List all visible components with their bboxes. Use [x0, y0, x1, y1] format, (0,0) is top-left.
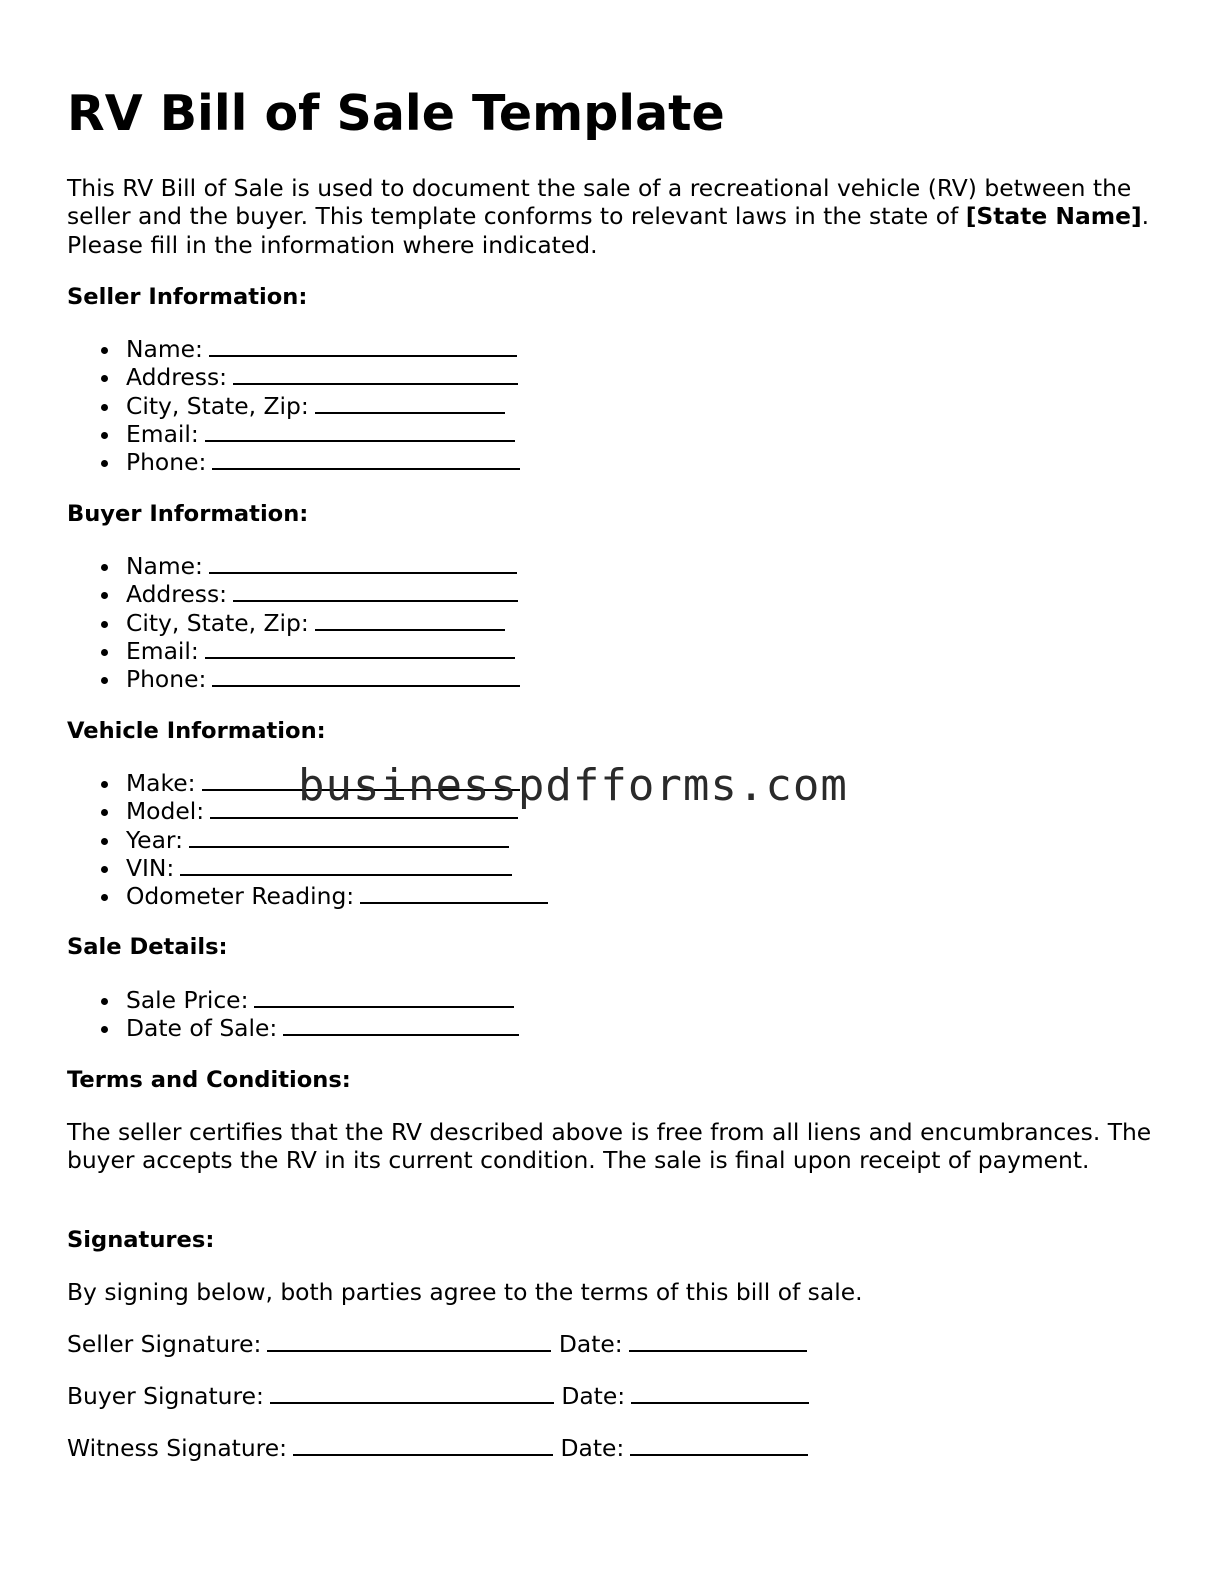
witness-signature-blank[interactable] — [293, 1434, 553, 1456]
buyer-email-blank[interactable] — [205, 637, 515, 659]
buyer-phone-blank[interactable] — [212, 665, 520, 687]
buyer-address-field: Address: — [67, 580, 520, 608]
seller-phone-field: Phone: — [67, 448, 520, 476]
seller-phone-blank[interactable] — [212, 448, 520, 470]
intro-text-before: This RV Bill of Sale is used to document the sale of a recreational vehicle (RV) between the seller and the buyer. This template conforms to relevant laws in the state of — [67, 174, 1132, 231]
buyer-signature-blank[interactable] — [270, 1382, 554, 1404]
vehicle-make-field: Make: — [67, 769, 548, 797]
vehicle-vin-blank[interactable] — [180, 854, 512, 876]
seller-address-field: Address: — [67, 363, 520, 391]
date-of-sale-field: Date of Sale: — [67, 1014, 519, 1042]
vehicle-heading: Vehicle Information: — [67, 718, 326, 744]
vehicle-odometer-blank[interactable] — [360, 882, 548, 904]
seller-heading: Seller Information: — [67, 284, 308, 310]
seller-address-blank[interactable] — [233, 363, 518, 385]
vehicle-year-blank[interactable] — [189, 826, 509, 848]
state-name-placeholder: [State Name] — [965, 202, 1142, 231]
sale-fields — [67, 986, 519, 1043]
watermark-text: businesspdfforms.com — [298, 760, 848, 811]
seller-city-state-zip-blank[interactable] — [315, 392, 505, 414]
intro-text-after: . Please fill in the information where indicated. — [67, 202, 1150, 259]
seller-fields — [67, 335, 520, 476]
seller-name-blank[interactable] — [209, 335, 517, 357]
buyer-name-blank[interactable] — [209, 552, 517, 574]
page-title: RV Bill of Sale Template — [67, 85, 725, 142]
sale-price-blank[interactable] — [254, 986, 514, 1008]
buyer-address-blank[interactable] — [233, 580, 518, 602]
seller-signature-blank[interactable] — [267, 1330, 551, 1352]
buyer-city-state-zip-field: City, State, Zip: — [67, 609, 520, 637]
buyer-name-field: Name: — [67, 552, 520, 580]
seller-name-field: Name: — [67, 335, 520, 363]
date-of-sale-blank[interactable] — [283, 1014, 519, 1036]
sale-price-field: Sale Price: — [67, 986, 519, 1014]
vehicle-year-field: Year: — [67, 826, 548, 854]
intro-paragraph — [67, 174, 1157, 259]
signatures-heading: Signatures: — [67, 1227, 215, 1253]
buyer-date-label: Date: — [561, 1382, 626, 1410]
vehicle-model-field: Model: — [67, 797, 548, 825]
seller-signature-label: Seller Signature: — [67, 1330, 262, 1358]
terms-paragraph: The seller certifies that the RV described above is free from all liens and encumbrances. The buyer accepts the RV in its current condition. The sale is final upon receipt of payment. — [67, 1118, 1152, 1175]
terms-heading: Terms and Conditions: — [67, 1067, 351, 1093]
buyer-heading: Buyer Information: — [67, 501, 309, 527]
witness-date-blank[interactable] — [630, 1434, 808, 1456]
sale-heading: Sale Details: — [67, 934, 228, 960]
buyer-fields — [67, 552, 520, 693]
seller-email-blank[interactable] — [205, 420, 515, 442]
vehicle-odometer-field: Odometer Reading: — [67, 882, 548, 910]
seller-date-label: Date: — [558, 1330, 623, 1358]
witness-signature-label: Witness Signature: — [67, 1434, 288, 1462]
seller-city-state-zip-field: City, State, Zip: — [67, 392, 520, 420]
signatures-intro: By signing below, both parties agree to the terms of this bill of sale. — [67, 1278, 863, 1306]
vehicle-vin-field: VIN: — [67, 854, 548, 882]
seller-signature-line — [67, 1330, 807, 1358]
witness-signature-line — [67, 1434, 808, 1462]
buyer-signature-line — [67, 1382, 809, 1410]
buyer-email-field: Email: — [67, 637, 520, 665]
witness-date-label: Date: — [560, 1434, 625, 1462]
buyer-date-blank[interactable] — [631, 1382, 809, 1404]
buyer-signature-label: Buyer Signature: — [67, 1382, 264, 1410]
buyer-phone-field: Phone: — [67, 665, 520, 693]
seller-email-field: Email: — [67, 420, 520, 448]
seller-date-blank[interactable] — [629, 1330, 807, 1352]
buyer-city-state-zip-blank[interactable] — [315, 609, 505, 631]
